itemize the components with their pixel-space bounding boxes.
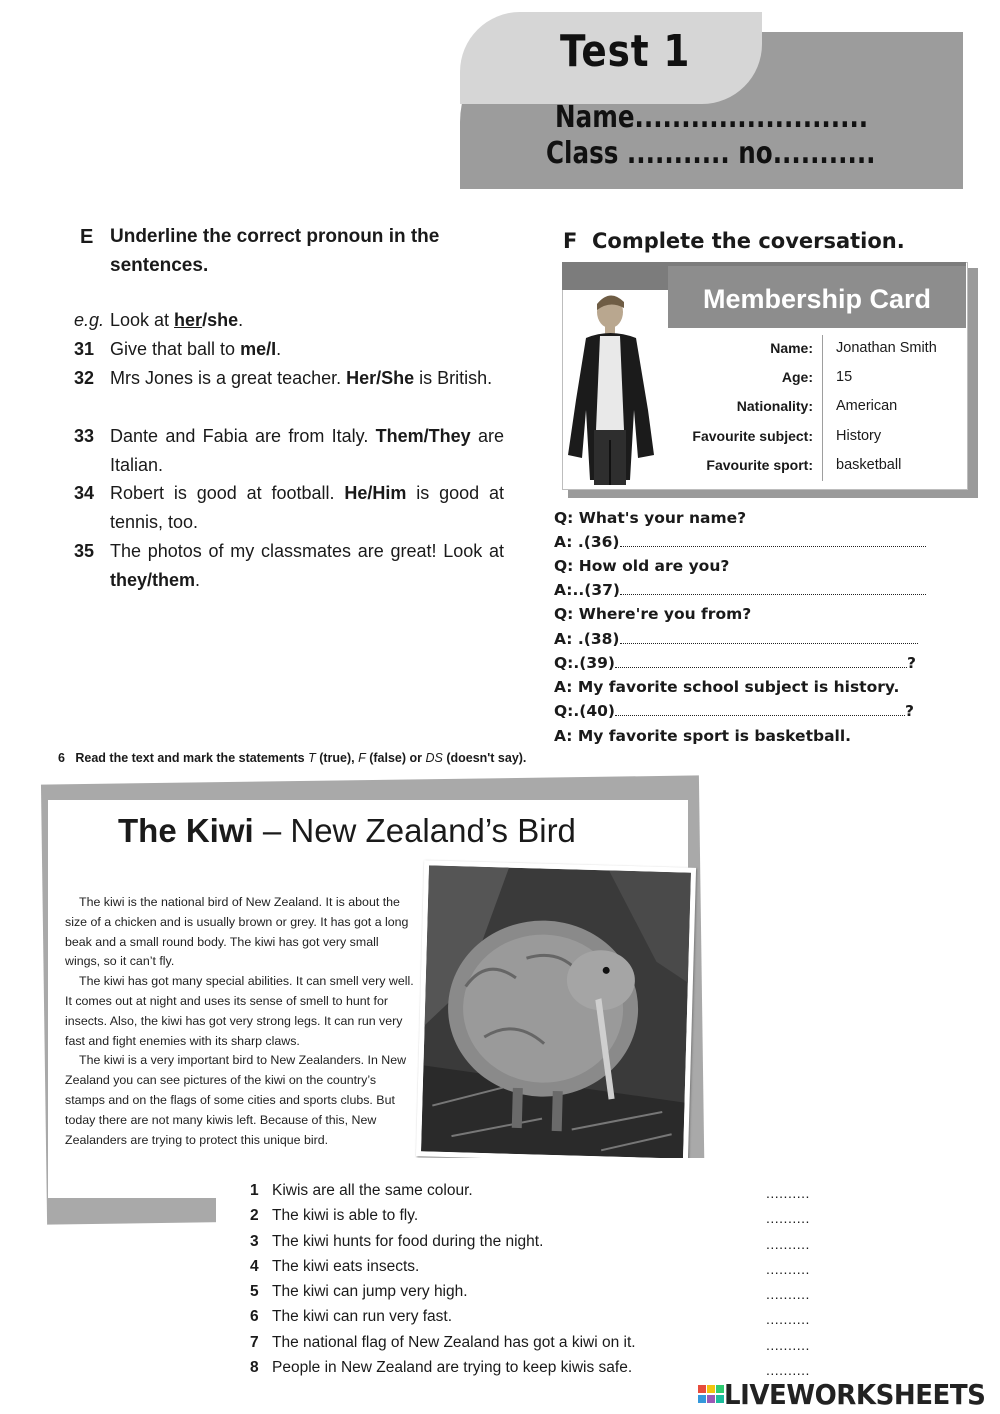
answer-label-36: A: .(36) <box>554 533 620 551</box>
section-f-heading <box>563 229 905 253</box>
question-end: . <box>195 570 201 590</box>
article-title <box>118 812 576 850</box>
statement-number: 3 <box>250 1233 259 1250</box>
conv-question-40 <box>554 702 914 720</box>
statement-6 <box>250 1308 452 1326</box>
instruction-text: (doesn't say). <box>442 751 527 765</box>
field-label-nationality: Nationality: <box>736 398 813 414</box>
statement-text: The kiwi can run very fast. <box>272 1308 453 1325</box>
field-label-name: Name: <box>770 340 813 356</box>
question-end: . <box>276 339 282 359</box>
statement-number: 4 <box>250 1258 259 1275</box>
field-value-sport: basketball <box>836 457 902 473</box>
question-end: are Italian. <box>110 426 504 475</box>
example-sentence <box>74 306 504 335</box>
statement-1-blank[interactable]: .......... <box>766 1185 810 1201</box>
instruction-text: (false) or <box>365 751 426 765</box>
statement-6-blank[interactable]: .......... <box>766 1311 810 1327</box>
statement-text: The kiwi eats insects. <box>272 1258 420 1275</box>
instruction-ds: DS <box>425 751 443 765</box>
statement-number: 1 <box>250 1182 259 1199</box>
statement-8 <box>250 1359 632 1377</box>
field-value-name: Jonathan Smith <box>836 340 937 356</box>
article-paragraph: The kiwi is the national bird of New Zealand. It is about the size of a chicken and is usually brown or grey. It has got a long beak and a small round body. The kiwi has got very small wings, so it can’t fly. <box>65 895 409 969</box>
class-line: Class ........... no........... <box>546 136 876 171</box>
question-31 <box>74 335 504 364</box>
boy-photo <box>568 290 668 485</box>
question-35 <box>74 537 504 595</box>
statement-2 <box>250 1207 418 1225</box>
question-number: 32 <box>74 368 95 388</box>
question-number: 33 <box>74 426 95 446</box>
statement-2-blank[interactable]: .......... <box>766 1210 810 1226</box>
conv-answer-37 <box>554 581 926 599</box>
section-f-title: Complete the coversation. <box>591 229 905 253</box>
question-34 <box>74 479 504 537</box>
statement-7-blank[interactable]: .......... <box>766 1337 810 1353</box>
question-label-40: Q:.(40) <box>554 702 616 720</box>
statement-number: 7 <box>250 1334 259 1351</box>
card-title: Membership Card <box>703 284 932 314</box>
statement-7 <box>250 1334 636 1352</box>
example-bold: /she <box>202 310 239 330</box>
field-label-subject: Favourite subject: <box>692 428 813 444</box>
section-e-letter: E <box>80 226 94 248</box>
article-paragraph: The kiwi is a very important bird to New Zealanders. In New Zealand you can see pictures of the kiwi on the country’s stamps and on the flags of some cities and sports clubs. But today there are not many kiwis left. Because of this, New Zealanders are trying to protect this unique bird. <box>65 1053 407 1147</box>
name-line: Name......................... <box>555 100 869 135</box>
liveworksheets-logo[interactable]: LIVEWORKSHEETS <box>724 1378 986 1411</box>
answer-blank-37[interactable] <box>620 582 926 595</box>
question-end: is good at tennis, too. <box>110 483 504 532</box>
section-6-instruction <box>58 751 526 765</box>
statement-4-blank[interactable]: .......... <box>766 1261 810 1277</box>
article-paragraph: The kiwi has got many special abilities. It can smell very well. It comes out at night and uses its sense of smell to hunt for insects. Also, the kiwi has got very strong legs. It can run very fast and fight enemies with its sharp claws. <box>65 974 414 1048</box>
pronoun-choice[interactable]: me/I <box>240 339 277 359</box>
statement-number: 2 <box>250 1207 259 1224</box>
conv-q-name: Q: What's your name? <box>554 509 747 527</box>
instruction-t: T <box>308 751 316 765</box>
question-blank-40[interactable] <box>615 703 905 716</box>
conv-q-age: Q: How old are you? <box>554 557 730 575</box>
statement-text: The kiwi hunts for food during the night. <box>272 1233 544 1250</box>
example-text: Look at <box>110 310 175 330</box>
question-text: Robert is good at football. <box>110 483 345 503</box>
statement-5 <box>250 1283 468 1301</box>
question-text: The photos of my classmates are great! Look at <box>110 541 504 561</box>
field-value-age: 15 <box>836 369 853 385</box>
conv-q-from: Q: Where're you from? <box>554 605 752 623</box>
kiwi-photo-frame <box>416 860 696 1163</box>
statement-1 <box>250 1182 473 1200</box>
example-prefix: e.g. <box>74 310 105 330</box>
field-value-subject: History <box>836 428 882 444</box>
pronoun-choice[interactable]: they/them <box>110 570 196 590</box>
instruction-text: Read the text and mark the statements <box>75 751 309 765</box>
statement-text: The kiwi is able to fly. <box>272 1207 419 1224</box>
statement-text: Kiwis are all the same colour. <box>272 1182 473 1199</box>
answer-label-37: A:..(37) <box>554 581 620 599</box>
section-f-letter: F <box>563 229 578 253</box>
statement-5-blank[interactable]: .......... <box>766 1286 810 1302</box>
question-32 <box>74 364 504 393</box>
statement-3-blank[interactable]: .......... <box>766 1236 810 1252</box>
test-title: Test 1 <box>560 26 691 77</box>
conv-question-39 <box>554 654 916 672</box>
pronoun-choice[interactable]: He/Him <box>344 483 407 503</box>
question-number: 34 <box>74 483 95 503</box>
statement-8-blank[interactable]: .......... <box>766 1362 810 1378</box>
example-underlined: her <box>174 310 203 330</box>
statement-number: 5 <box>250 1283 259 1300</box>
answer-blank-36[interactable] <box>620 534 926 547</box>
question-33 <box>74 422 504 480</box>
example-end: . <box>238 310 244 330</box>
question-label-39: Q:.(39) <box>554 654 616 672</box>
question-text: Dante and Fabia are from Italy. <box>110 426 376 446</box>
statement-text: The kiwi can jump very high. <box>272 1283 468 1300</box>
article-body <box>65 893 417 1150</box>
answer-label-38: A: .(38) <box>554 630 620 648</box>
section-6-number: 6 <box>58 751 65 765</box>
field-label-sport: Favourite sport: <box>706 457 813 473</box>
answer-blank-38[interactable] <box>620 631 918 644</box>
conv-a-sport: A: My favorite sport is basketball. <box>554 727 852 745</box>
instruction-f: F <box>358 751 366 765</box>
conv-answer-38 <box>554 630 918 648</box>
question-number: 31 <box>74 339 95 359</box>
kiwi-photo <box>421 865 691 1158</box>
pronoun-choice[interactable]: Her/She <box>346 368 415 388</box>
field-value-nationality: American <box>836 398 898 414</box>
statement-number: 6 <box>250 1308 259 1325</box>
section-e-title: Underline the correct pronoun in the sentences. <box>110 226 440 276</box>
instruction-text: (true), <box>315 751 359 765</box>
statement-number: 8 <box>250 1359 259 1376</box>
statement-3 <box>250 1233 543 1251</box>
question-text: Give that ball to <box>110 339 241 359</box>
liveworksheets-logo-icon <box>697 1384 723 1408</box>
question-blank-39[interactable] <box>615 655 907 668</box>
article-title-rest: – New Zealand’s Bird <box>253 812 576 849</box>
question-text: Mrs Jones is a great teacher. <box>110 368 347 388</box>
card-divider <box>822 335 823 481</box>
question-end: is British. <box>414 368 493 388</box>
field-label-age: Age: <box>781 369 813 385</box>
article-title-bold: The Kiwi <box>118 812 254 849</box>
statement-4 <box>250 1258 419 1276</box>
question-mark: ? <box>907 654 917 672</box>
statement-text: People in New Zealand are trying to keep kiwis safe. <box>272 1359 633 1376</box>
question-number: 35 <box>74 541 95 561</box>
pronoun-choice[interactable]: Them/They <box>375 426 471 446</box>
conv-a-subject: A: My favorite school subject is history. <box>554 678 900 696</box>
statement-text: The national flag of New Zealand has got a kiwi on it. <box>272 1334 636 1351</box>
question-mark: ? <box>905 702 915 720</box>
conv-answer-36 <box>554 533 926 551</box>
